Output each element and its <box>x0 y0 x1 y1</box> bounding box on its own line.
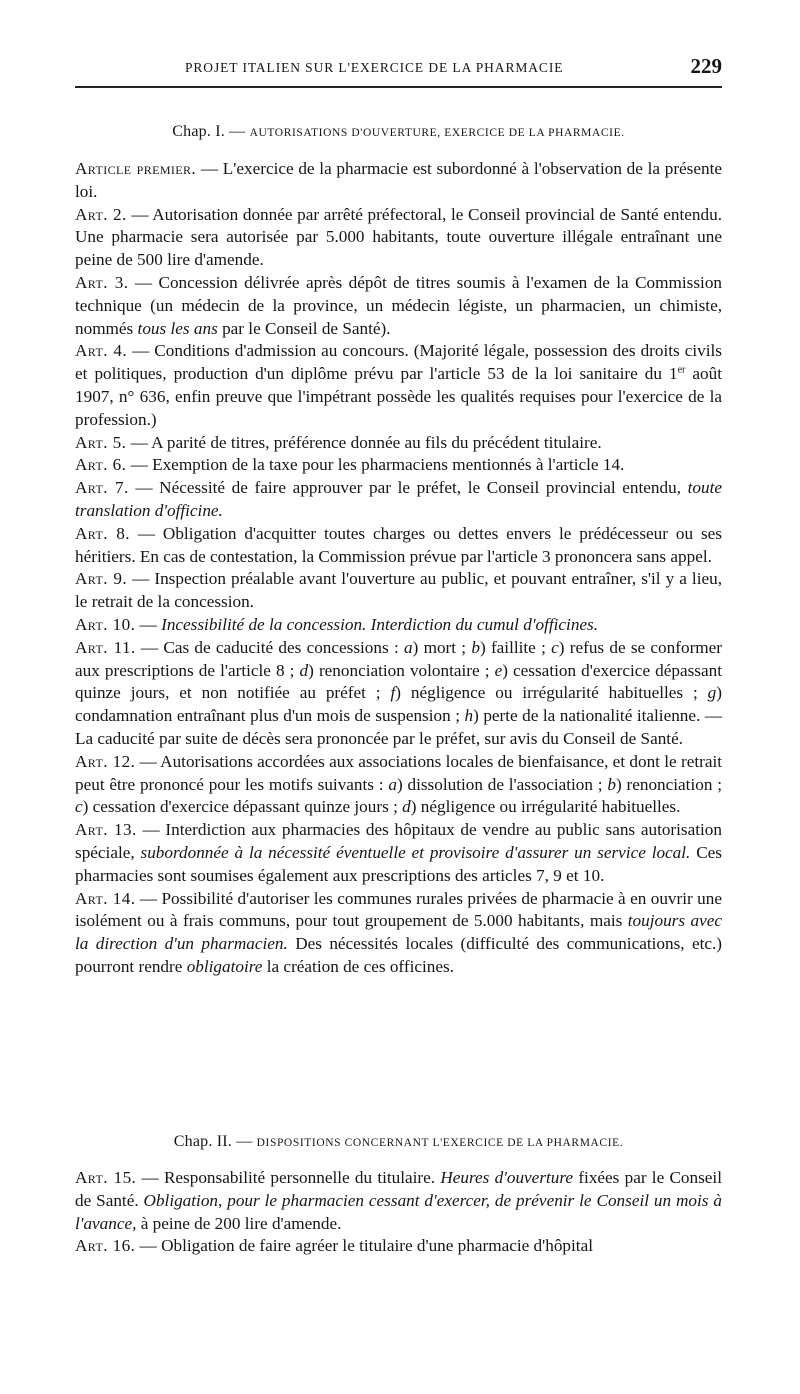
article-emphasis: f <box>390 683 396 703</box>
article-text: ) cessation d'exercice dépassant quinze jours ; <box>82 797 403 817</box>
article-text: — Concession délivrée après dépôt de titres soumis à l'examen de la Commission technique (un médecin de la province, un médecin légiste, un pharmacien, un chimiste, nommés <box>75 272 723 338</box>
article-text: août 1907, n° 636, enfin preuve que l'impétrant possède les qualités requises pour l'exercice de la profession.) <box>75 364 723 429</box>
article-emphasis: tous les ans <box>137 318 218 338</box>
article-text: — Nécessité de faire approuver par le préfet, le Conseil provincial entendu, <box>128 478 688 498</box>
article-paragraph <box>75 819 722 887</box>
article-label: Art. 3. <box>75 272 129 292</box>
article-text: — Cas de caducité des concessions : <box>135 637 404 657</box>
article-label: Art. 14. <box>75 888 136 908</box>
article-paragraph <box>75 432 722 455</box>
article-label: Art. 15. <box>75 1168 137 1187</box>
article-emphasis: g <box>707 683 717 703</box>
article-text: — Responsabilité personnelle du titulaire. <box>136 1168 441 1187</box>
article-label: Art. 9. <box>75 569 128 589</box>
chapter-2-prefix: Chap. II. — <box>173 1133 257 1150</box>
article-text: ) refus de se conformer aux prescriptions de l'article 8 ; <box>75 637 723 680</box>
article-label: Article premier. <box>75 159 197 178</box>
article-text: — L'exercice de la pharmacie est subordonné à l'observation de la présente loi. <box>75 159 722 201</box>
article-text: — A parité de titres, préférence donnée au fils du précédent titulaire. <box>126 432 602 452</box>
article-paragraph <box>75 1167 722 1235</box>
article-text: ) négligence ou irrégularité habituelles. <box>410 797 681 817</box>
article-text: — Obligation d'acquitter toutes charges ou dettes envers le prédécesseur ou ses héritiers. En cas de contestation, la Commission prévue par l'article 3 prononcera sans appel. <box>75 523 722 566</box>
article-emphasis: Heures d'ouverture <box>440 1168 574 1187</box>
article-paragraph <box>75 1235 722 1258</box>
article-emphasis: c <box>551 637 559 657</box>
article-text: — Inspection préalable avant l'ouverture au public, et pouvant entraîner, s'il y a lieu, le retrait de la concession. <box>75 569 722 612</box>
article-text: — Conditions d'admission au concours. (Majorité légale, possession des droits civils et politiques, production d'un diplôme prévu par l'article 53 de la loi sanitaire du 1 <box>75 341 722 384</box>
article-emphasis: subordonnée à la nécessité éventuelle et provisoire d'assurer un service local. <box>140 842 691 862</box>
article-paragraph <box>75 454 722 477</box>
article-paragraph <box>75 477 722 523</box>
article-text: — Possibilité d'autoriser les communes rurales privées de pharmacie à en ouvrir une isolément ou à frais communs, pour tout groupement de 5.000 habitants, mais <box>75 888 722 931</box>
article-emphasis: c <box>75 797 83 817</box>
article-paragraph <box>75 523 722 569</box>
article-text: ) perte de la nationalité italienne. — La caducité par suite de décès sera prononcée par le préfet, sur avis du Conseil de Santé. <box>75 706 723 748</box>
article-label: Art. 5. <box>75 432 127 452</box>
article-text: Ces pharmacies sont soumises également aux prescriptions des articles 7, 9 et 10. <box>75 842 722 885</box>
article-text: — Autorisations accordées aux associations locales de bienfaisance, et dont le retrait peut être prononcé pour les motifs suivants : <box>75 751 722 794</box>
chapter-1-prefix: Chap. I. — <box>172 123 250 140</box>
article-emphasis: Incessibilité de la concession. Interdiction du cumul d'officines. <box>161 614 599 634</box>
article-text: ) faillite ; <box>479 637 552 657</box>
article-label: Art. 13. <box>75 820 137 840</box>
article-text: ) renonciation volontaire ; <box>308 660 495 680</box>
article-emphasis: a <box>404 637 413 657</box>
article-label: Art. 2. <box>75 204 127 224</box>
article-emphasis: d <box>402 797 411 817</box>
article-text: — Exemption de la taxe pour les pharmaciens mentionnés à l'article 14. <box>126 455 625 475</box>
article-text: — Interdiction aux pharmacies des hôpitaux de vendre au public sans autorisation spéciale, <box>75 820 722 862</box>
article-text: ) négligence ou irrégularité habituelles ; <box>395 683 708 703</box>
article-paragraph <box>75 637 722 751</box>
article-emphasis: a <box>388 774 397 794</box>
article-text: ) cessation d'exercice dépassant quinze jours, et non notifiée au préfet ; <box>75 660 722 703</box>
article-label: Art. 10. <box>75 614 136 634</box>
chapter-2-articles <box>75 1167 722 1258</box>
article-paragraph <box>75 272 722 340</box>
article-label: Art. 7. <box>75 478 129 498</box>
article-text: Des nécessités locales (difficulté des communications, etc.) pourront rendre <box>75 934 722 976</box>
chapter-2-title: DISPOSITIONS CONCERNANT L'EXERCICE DE LA PHARMACIE. <box>256 1137 624 1149</box>
article-paragraph <box>75 568 722 614</box>
article-text: fixées par le Conseil de Santé. <box>75 1168 722 1210</box>
article-text: à peine de 200 lire d'amende. <box>136 1213 342 1233</box>
article-emphasis: toujours avec la direction d'un pharmacien. <box>75 911 722 954</box>
article-text: — Obligation de faire agréer le titulaire d'une pharmacie d'hôpital <box>135 1236 593 1256</box>
article-text: la création de ces officines. <box>262 956 454 976</box>
chapter-1-heading <box>75 123 722 141</box>
article-emphasis: Obligation, pour le pharmacien cessant d'exercer, de prévenir le Conseil un mois à l'avance, <box>75 1190 722 1233</box>
article-text: ) dissolution de l'association ; <box>396 774 608 794</box>
article-label: Art. 11. <box>75 637 136 657</box>
article-paragraph <box>75 751 722 819</box>
chapter-2-heading <box>75 1133 722 1151</box>
article-paragraph <box>75 888 722 979</box>
chapter-1-articles <box>75 158 722 979</box>
article-text: ) condamnation entraînant plus d'un mois de suspension ; <box>75 683 722 726</box>
article-emphasis: e <box>494 660 503 680</box>
article-label: Art. 16. <box>75 1236 136 1256</box>
article-paragraph <box>75 158 722 204</box>
chapter-1-title: AUTORISATIONS D'OUVERTURE, EXERCICE DE LA PHARMACIE. <box>249 127 625 139</box>
article-text: — <box>135 614 162 634</box>
article-text: par le Conseil de Santé). <box>217 318 391 338</box>
article-label: Art. 4. <box>75 341 128 361</box>
running-header <box>75 54 722 88</box>
article-emphasis: h <box>464 706 474 726</box>
article-emphasis: d <box>299 660 309 680</box>
running-title: PROJET ITALIEN SUR L'EXERCICE DE LA PHARMACIE <box>185 60 564 75</box>
article-paragraph <box>75 204 722 272</box>
article-emphasis: b <box>607 774 616 794</box>
article-emphasis: obligatoire <box>186 956 263 976</box>
article-label: Art. 6. <box>75 455 127 475</box>
article-emphasis: toute translation d'officine. <box>75 478 722 520</box>
article-text: ) mort ; <box>412 637 472 657</box>
article-text: ) renonciation ; <box>615 774 722 794</box>
article-superscript: er <box>677 364 686 376</box>
article-label: Art. 8. <box>75 523 130 543</box>
article-text: — Autorisation donnée par arrêté préfectoral, le Conseil provincial de Santé entendu. Une pharmacie sera autorisée par 5.000 habitants, toute ouverture illégale entraînant une peine de 500 lire d'amende. <box>75 204 722 270</box>
page-number: 229 <box>690 54 722 78</box>
article-paragraph <box>75 340 722 431</box>
article-emphasis: b <box>471 637 480 657</box>
article-label: Art. 12. <box>75 751 136 771</box>
article-paragraph <box>75 614 722 637</box>
